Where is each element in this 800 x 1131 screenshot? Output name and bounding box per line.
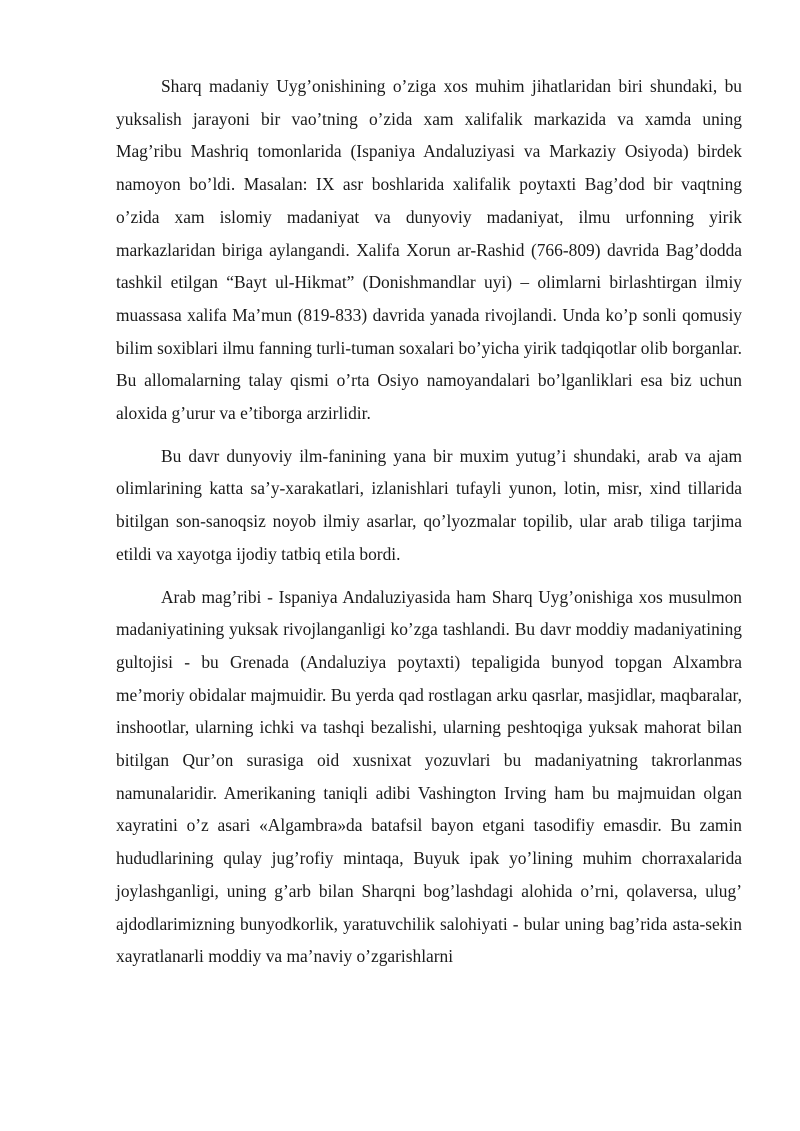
paragraph-baytul-hikmat: Sharq madaniy Uyg’onishining o’ziga xos muhim jihatlaridan biri shundaki, bu yuksalish jarayoni bir vao’tning o’zida xam xalifalik markazida va xamda uning Mag’ribu Mashriq tomonlarida (Ispaniya Andaluziyasi va Markaziy Osiyoda) birdek namoyon bo’ldi. Masalan: IX asr boshlarida xalifalik poytaxti Bag’dod bir vaqtning o’zida xam islomiy madaniyat va dunyoviy madaniyat, ilmu urfonning yirik markazlaridan biriga aylangandi. Xalifa Xorun ar-Rashid (766-809) davrida Bag’dodda tashkil etilgan “Bayt ul-Hikmat” (Donishmandlar uyi) – olimlarni birlashtirgan ilmiy muassasa xalifa Ma’mun (819-833) davrida yanada rivojlandi. Unda ko’p sonli qomusiy bilim soxiblari ilmu fanning turli-tuman soxalari bo’yicha yirik tadqiqotlar olib borganlar. Bu allomalarning talay qismi o’rta Osiyo namoyandalari bo’lganliklari esa biz uchun aloxida g’urur va e’tiborga arzirlidir. <box>116 76 742 424</box>
document-page <box>116 70 742 983</box>
paragraph-translations: Bu davr dunyoviy ilm-fanining yana bir muxim yutug’i shundaki, arab va ajam olimlarining katta sa’y-xarakatlari, izlanishlari tufayli yunon, lotin, misr, xind tillarida bitilgan son-sanoqsiz noyob ilmiy asarlar, qo’lyozmalar topilib, ular arab tiliga tarjima etildi va xayotga ijodiy tatbiq etila bordi. <box>116 445 742 564</box>
paragraph-andalusia: Arab mag’ribi - Ispaniya Andaluziyasida ham Sharq Uyg’onishiga xos musulmon madaniyatining yuksak rivojlanganligi ko’zga tashlandi. Bu davr moddiy madaniyatining gultojisi - bu Grenada (Andaluziya poytaxti) tepaligida bunyod topgan Alxambra me’moriy obidalar majmuidir. Bu yerda qad rostlagan arku qasrlar, masjidlar, maqbaralar, inshootlar, ularning ichki va tashqi bezalishi, ularning peshtoqiga yuksak mahorat bilan bitilgan Qur’on surasiga oid xusnixat yozuvlari bu madaniyatning takrorlanmas namunalaridir. Amerikaning taniqli adibi Vashington Irving ham bu majmuidan olgan xayratini o’z asari «Algambra»da batafsil bayon etgani tasodifiy emasdir. Bu zamin hududlarining qulay jug’rofiy mintaqa, Buyuk ipak yo’lining muhim chorraxalarida joylashganligi, uning g’arb bilan Sharqni bog’lashdagi alohida o’rni, qolaversa, ulug’ ajdodlarimizning bunyodkorlik, yaratuvchilik salohiyati - bular uning bag’rida asta-sekin xayratlanarli moddiy va ma’naviy o’zgarishlarni <box>116 586 742 967</box>
